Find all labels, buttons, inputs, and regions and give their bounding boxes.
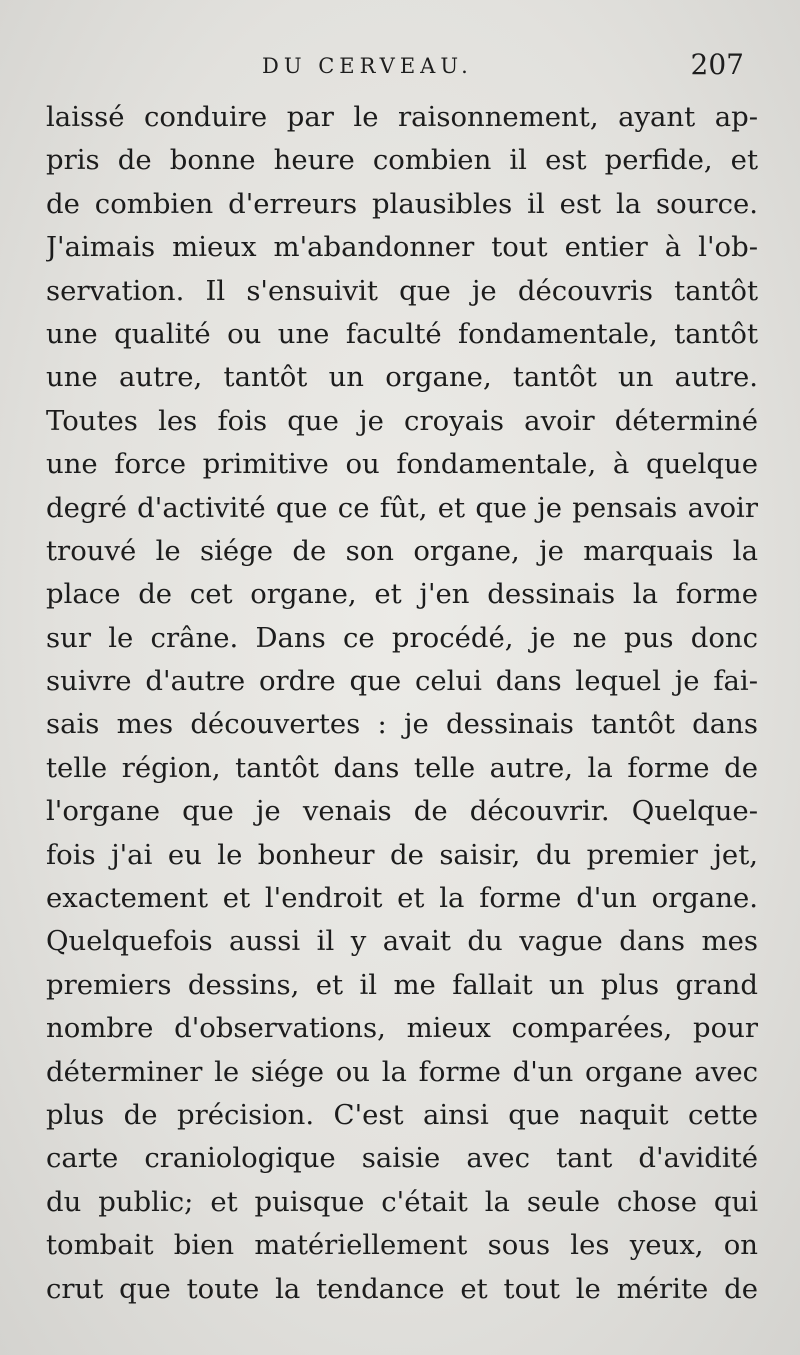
text-line: du public; et puisque c'était la seule chose qui — [46, 1185, 758, 1218]
body-text — [46, 96, 758, 1311]
text-line: exactement et l'endroit et la forme d'un organe. — [46, 882, 758, 915]
text-line: tombait bien matériellement sous les yeux, on — [46, 1229, 758, 1262]
text-line: de combien d'erreurs plausibles il est la source. — [46, 187, 758, 220]
text-line: une force primitive ou fondamentale, à quelque — [46, 448, 758, 481]
text-line: plus de précision. C'est ainsi que naquit cette — [46, 1098, 758, 1131]
text-line: premiers dessins, et il me fallait un plus grand — [46, 968, 758, 1001]
text-line: sais mes découvertes : je dessinais tantôt dans — [46, 708, 758, 741]
text-line: sur le crâne. Dans ce procédé, je ne pus donc — [46, 621, 758, 654]
text-line: laissé conduire par le raisonnement, ayant ap- — [46, 101, 758, 133]
text-line: servation. Il s'ensuivit que je découvris tantôt — [46, 274, 758, 307]
text-line: Quelquefois aussi il y avait du vague dans mes — [46, 925, 758, 958]
text-line: déterminer le siége ou la forme d'un organe avec — [46, 1055, 758, 1088]
text-line: telle région, tantôt dans telle autre, la forme de — [46, 751, 758, 784]
text-line: l'organe que je venais de découvrir. Quelque- — [46, 795, 758, 828]
running-title: DU CERVEAU. — [262, 54, 473, 78]
text-line: pris de bonne heure combien il est perfide, et — [46, 144, 758, 177]
text-line: une qualité ou une faculté fondamentale, tantôt — [46, 317, 758, 350]
running-head — [0, 48, 800, 88]
text-line: trouvé le siége de son organe, je marquais la — [46, 534, 758, 567]
text-line: Toutes les fois que je croyais avoir déterminé — [46, 404, 758, 437]
text-line: nombre d'observations, mieux comparées, pour — [46, 1012, 758, 1045]
text-line: une autre, tantôt un organe, tantôt un autre. — [46, 361, 758, 394]
text-line: place de cet organe, et j'en dessinais la forme — [46, 578, 758, 611]
text-line: fois j'ai eu le bonheur de saisir, du premier jet, — [46, 838, 758, 871]
text-line: crut que toute la tendance et tout le mérite de — [46, 1272, 758, 1305]
text-line: J'aimais mieux m'abandonner tout entier à l'ob- — [46, 231, 758, 264]
text-line: degré d'activité que ce fût, et que je pensais avoir — [46, 491, 758, 524]
text-line: suivre d'autre ordre que celui dans lequel je fai- — [46, 665, 758, 698]
text-line: carte craniologique saisie avec tant d'avidité — [46, 1142, 758, 1175]
page-number: 207 — [690, 48, 744, 81]
